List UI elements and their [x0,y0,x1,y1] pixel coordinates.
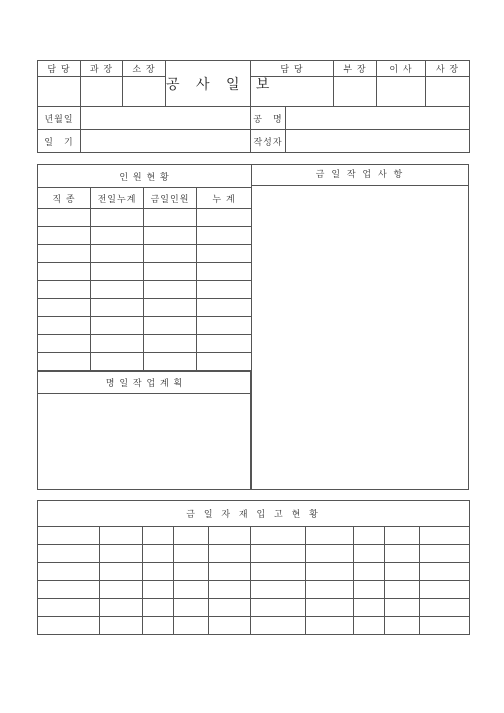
cell[interactable] [251,545,306,563]
personnel-title: 인 원 현 황 [38,165,252,188]
cell[interactable] [144,299,197,317]
cell[interactable] [306,563,354,581]
cell[interactable] [385,599,420,617]
cell[interactable] [209,599,251,617]
approval-left-1: 과 장 [81,61,123,77]
cell[interactable] [306,617,354,635]
cell[interactable] [100,581,143,599]
sign-box[interactable] [123,77,166,107]
cell[interactable] [197,263,252,281]
sign-box[interactable] [81,77,123,107]
tomorrow-plan-body[interactable] [37,371,251,490]
table-row [38,317,252,335]
weather-field[interactable] [81,130,251,153]
cell[interactable] [91,281,144,299]
cell[interactable] [38,299,91,317]
date-label: 년월일 [38,107,81,130]
cell[interactable] [174,527,209,545]
col-prev-total: 전일누계 [91,188,144,209]
materials-title: 금 일 자 재 입 고 현 황 [38,501,470,527]
cell[interactable] [354,563,385,581]
cell[interactable] [100,545,143,563]
cell[interactable] [38,581,100,599]
cell[interactable] [354,581,385,599]
cell[interactable] [306,545,354,563]
cell[interactable] [197,209,252,227]
cell[interactable] [38,227,91,245]
table-row [38,599,470,617]
author-field[interactable] [286,130,470,153]
cell[interactable] [143,545,174,563]
cell[interactable] [251,581,306,599]
personnel-table [37,164,252,394]
today-work-body[interactable] [251,186,469,490]
sign-box[interactable] [38,77,81,107]
cell[interactable] [38,263,91,281]
sign-box[interactable] [377,77,426,107]
cell[interactable] [144,245,197,263]
cell[interactable] [197,335,252,353]
approval-left-0: 담 당 [38,61,81,77]
cell[interactable] [209,563,251,581]
cell[interactable] [91,245,144,263]
cell[interactable] [197,281,252,299]
cell[interactable] [174,563,209,581]
cell[interactable] [385,527,420,545]
cell[interactable] [38,281,91,299]
cell[interactable] [143,581,174,599]
cell[interactable] [385,617,420,635]
tomorrow-plan-title: 명 일 작 업 계 획 [38,371,252,394]
cell[interactable] [143,527,174,545]
sign-box[interactable] [426,77,470,107]
col-cumulative: 누 계 [197,188,252,209]
cell[interactable] [306,581,354,599]
cell[interactable] [38,335,91,353]
cell[interactable] [354,527,385,545]
cell[interactable] [100,527,143,545]
cell[interactable] [38,353,91,371]
cell[interactable] [197,317,252,335]
page-title: 공 사 일 보 [166,61,251,107]
cell[interactable] [144,227,197,245]
cell[interactable] [251,563,306,581]
author-label: 작성자 [251,130,286,153]
table-row [38,617,470,635]
cell[interactable] [38,527,100,545]
cell[interactable] [420,545,470,563]
table-row [38,581,470,599]
cell[interactable] [174,599,209,617]
cell[interactable] [143,617,174,635]
cell[interactable] [420,527,470,545]
cell[interactable] [100,599,143,617]
cell[interactable] [209,581,251,599]
approval-right-1: 부 장 [334,61,377,77]
cell[interactable] [143,563,174,581]
col-today: 금일인원 [144,188,197,209]
today-work-title: 금 일 작 업 사 항 [251,164,469,186]
cell[interactable] [174,581,209,599]
cell[interactable] [209,545,251,563]
cell[interactable] [38,317,91,335]
cell[interactable] [38,545,100,563]
cell[interactable] [197,299,252,317]
cell[interactable] [420,563,470,581]
date-field[interactable] [81,107,251,130]
cell[interactable] [91,263,144,281]
materials-table [37,500,470,635]
header-table [37,60,470,153]
cell[interactable] [209,527,251,545]
approval-right-0: 담 당 [251,61,334,77]
table-row [38,281,252,299]
cell[interactable] [38,617,100,635]
cell[interactable] [38,245,91,263]
table-row [38,353,252,371]
table-row [38,209,252,227]
cell[interactable] [91,227,144,245]
cell[interactable] [385,545,420,563]
cell[interactable] [144,209,197,227]
cell[interactable] [251,599,306,617]
cell[interactable] [144,353,197,371]
project-label: 공 명 [251,107,286,130]
cell[interactable] [38,209,91,227]
approval-right-2: 이 사 [377,61,426,77]
col-trade: 직 종 [38,188,91,209]
cell[interactable] [91,317,144,335]
cell[interactable] [91,335,144,353]
table-row [38,299,252,317]
cell[interactable] [197,227,252,245]
table-row [38,245,252,263]
cell[interactable] [38,599,100,617]
cell[interactable] [306,527,354,545]
sign-box[interactable] [334,77,377,107]
table-row [38,263,252,281]
cell[interactable] [144,335,197,353]
cell[interactable] [91,353,144,371]
cell[interactable] [144,281,197,299]
cell[interactable] [174,617,209,635]
cell[interactable] [197,245,252,263]
cell[interactable] [100,617,143,635]
table-row [38,335,252,353]
approval-right-3: 사 장 [426,61,470,77]
cell[interactable] [91,209,144,227]
cell[interactable] [251,527,306,545]
cell[interactable] [143,599,174,617]
cell[interactable] [385,563,420,581]
table-row [38,527,470,545]
cell[interactable] [174,545,209,563]
table-row [38,545,470,563]
cell[interactable] [420,599,470,617]
cell[interactable] [209,617,251,635]
cell[interactable] [354,617,385,635]
cell[interactable] [420,617,470,635]
cell[interactable] [306,599,354,617]
cell[interactable] [354,545,385,563]
cell[interactable] [420,581,470,599]
cell[interactable] [197,353,252,371]
approval-left-2: 소 장 [123,61,166,77]
weather-label: 일 기 [38,130,81,153]
cell[interactable] [144,263,197,281]
cell[interactable] [354,599,385,617]
cell[interactable] [91,299,144,317]
table-row [38,227,252,245]
project-field[interactable] [286,107,470,130]
cell[interactable] [144,317,197,335]
cell[interactable] [251,617,306,635]
cell[interactable] [385,581,420,599]
cell[interactable] [38,563,100,581]
table-row [38,563,470,581]
cell[interactable] [100,563,143,581]
